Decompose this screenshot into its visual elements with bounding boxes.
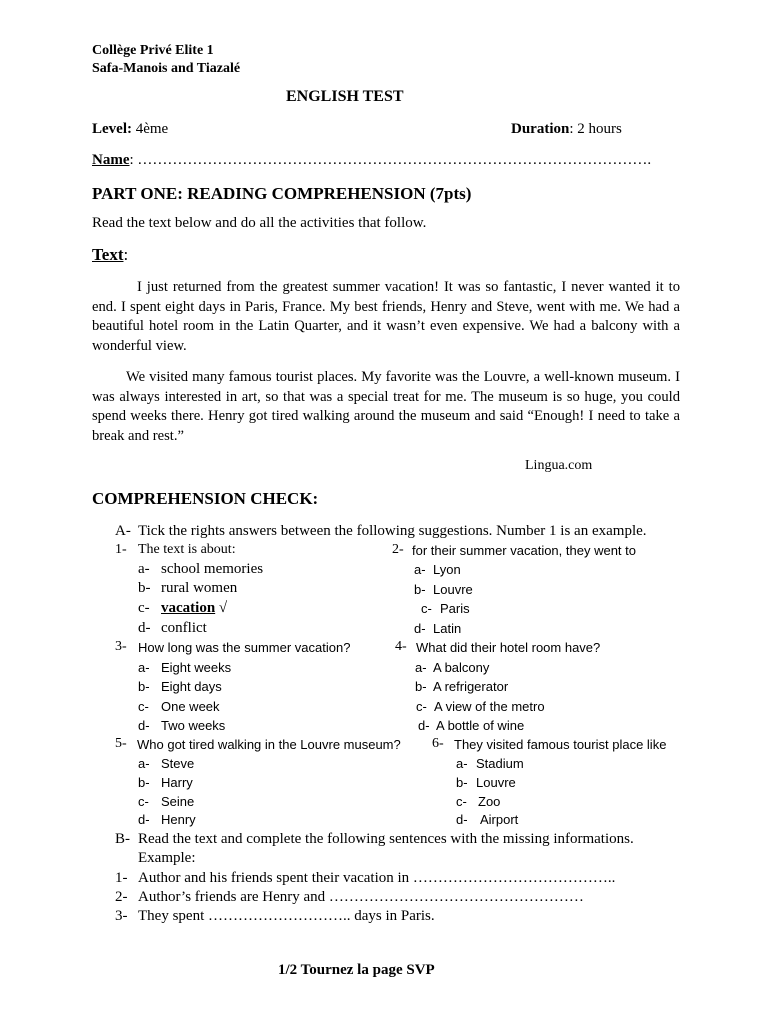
q1-number: 1- [115,542,127,557]
school-location: Safa-Manois and Tiazalé [92,61,241,76]
q2-option-b [414,582,473,597]
option-letter: a- [414,562,426,577]
option-text: Seine [161,794,195,809]
option-text: Paris [440,601,470,616]
option-letter: d- [414,621,426,636]
duration-value: : 2 hours [569,121,622,137]
level-line [92,121,168,138]
option-letter: b- [456,775,468,790]
option-text: conflict [161,620,207,636]
option-text: Henry [161,812,196,827]
option-letter: b- [415,679,427,694]
option-letter: c- [138,699,149,714]
sentence-text: Author and his friends spent their vacation in ………………………………….. [138,870,616,886]
option-letter: d- [138,718,150,733]
option-text: Harry [161,775,193,790]
option-text: Steve [161,756,195,771]
option-letter: a- [138,660,150,675]
part-one-instruction: Read the text below and do all the activities that follow. [92,215,427,231]
option-letter: b- [138,775,150,790]
q6-option-a [456,756,524,771]
option-text: A balcony [433,660,490,675]
q1-question: The text is about: [138,542,236,557]
q3-question: How long was the summer vacation? [138,640,351,655]
option-letter: c- [421,601,432,616]
section-b-example-label: Example: [138,850,196,866]
comprehension-heading: COMPREHENSION CHECK: [92,489,319,508]
school-name: Collège Privé Elite 1 [92,43,214,58]
q5-option-d [138,812,196,827]
section-a-marker: A- [115,523,131,539]
option-text: Eight weeks [161,660,232,675]
paragraph-2-text: We visited many famous tourist places. My favorite was the Louvre, a well-known museum. I was always interested in art, so that was a special treat for me. The museum is so huge, you could spend weeks there. Henry got tired walking around the museum and said “Enough! I need to take a break and rest.” [92,369,680,444]
option-letter: c- [416,699,427,714]
text-source: Lingua.com [525,458,593,473]
level-label: Level: [92,121,132,137]
option-text: Louvre [476,775,516,790]
option-text: rural women [161,580,238,596]
q1-option-b [138,580,238,597]
q6-option-c [456,794,501,809]
tick-mark: √ [218,600,228,616]
option-text: A refrigerator [433,679,509,694]
option-letter: d- [138,812,150,827]
text-heading [92,245,128,265]
q5-option-b [138,775,193,790]
q6-option-d [456,812,519,827]
sentence-1 [115,870,616,887]
option-text: Two weeks [161,718,226,733]
q3-option-a [138,660,232,675]
q4-option-d [418,718,525,733]
name-line [92,152,651,169]
name-dots: : …………………………………………………………………………………………. [129,152,652,168]
sentence-3 [115,908,435,925]
q5-number: 5- [115,736,127,751]
paragraph-1-text: I just returned from the greatest summer vacation! It was so fantastic, I never wanted it to end. I spent eight days in Paris, France. My best friends, Henry and Steve, went with me. We had a beautiful hotel room in the Latin Quarter, and it wasn’t even expensive. We had a balcony with a wonderful view. [92,279,680,354]
duration-line [511,121,622,138]
sentence-2 [115,889,584,906]
sentence-number: 2- [115,889,128,905]
q3-option-c [138,699,220,714]
sentence-text: They spent ……………………….. days in Paris. [138,908,435,924]
q1-option-c [138,600,228,617]
name-label: Name [92,152,130,168]
q2-question: for their summer vacation, they went to [412,543,636,558]
option-text: Latin [433,621,462,636]
section-a-instruction: Tick the rights answers between the following suggestions. Number 1 is an example. [138,523,647,539]
part-one-heading: PART ONE: READING COMPREHENSION (7pts) [92,184,472,203]
option-text: A bottle of wine [436,718,525,733]
page-footer-note: 1/2 Tournez la page SVP [278,962,435,978]
q2-option-d [414,621,462,636]
q6-number: 6- [432,736,444,751]
option-letter: a- [138,756,150,771]
q2-option-c [421,601,470,616]
q4-number: 4- [395,639,407,654]
reading-paragraph-1 [92,278,680,356]
q6-question: They visited famous tourist place like [454,737,667,752]
section-b-instruction: Read the text and complete the following sentences with the missing informations. [138,831,634,847]
q1-option-d [138,620,207,637]
option-letter: d- [138,620,151,636]
option-letter: b- [138,580,151,596]
option-text: One week [161,699,220,714]
sentence-number: 1- [115,870,128,886]
section-b-marker: B- [115,831,130,847]
option-letter: a- [138,561,150,577]
q6-option-b [456,775,516,790]
option-letter: d- [418,718,430,733]
q3-number: 3- [115,639,127,654]
duration-label: Duration [511,121,570,137]
q5-question: Who got tired walking in the Louvre museum? [137,737,401,752]
option-letter: b- [414,582,426,597]
q4-option-a [415,660,490,675]
option-letter: c- [138,600,150,616]
level-value: 4ème [131,121,169,137]
q3-option-b [138,679,222,694]
option-letter: d- [456,812,468,827]
q4-option-b [415,679,509,694]
option-letter: c- [456,794,467,809]
q1-option-a [138,561,264,578]
option-text: A view of the metro [434,699,545,714]
q4-option-c [416,699,545,714]
q4-question: What did their hotel room have? [416,640,601,655]
option-text: school memories [161,561,264,577]
option-text: Stadium [476,756,524,771]
q2-number: 2- [392,542,404,557]
reading-paragraph-2 [92,368,680,446]
test-title: ENGLISH TEST [286,88,404,105]
option-letter: a- [456,756,468,771]
option-text: Airport [480,812,519,827]
option-text: Eight days [161,679,222,694]
option-letter: c- [138,794,149,809]
q5-option-a [138,756,195,771]
q2-option-a [414,562,461,577]
option-text: Zoo [478,794,501,809]
q5-option-c [138,794,195,809]
option-text: vacation [161,600,216,616]
option-text: Lyon [433,562,461,577]
option-letter: b- [138,679,150,694]
option-text: Louvre [433,582,473,597]
sentence-number: 3- [115,908,128,924]
text-colon: : [123,245,129,264]
text-label: Text [92,245,124,264]
sentence-text: Author’s friends are Henry and …………………………………………… [138,889,584,905]
option-letter: a- [415,660,427,675]
q3-option-d [138,718,226,733]
